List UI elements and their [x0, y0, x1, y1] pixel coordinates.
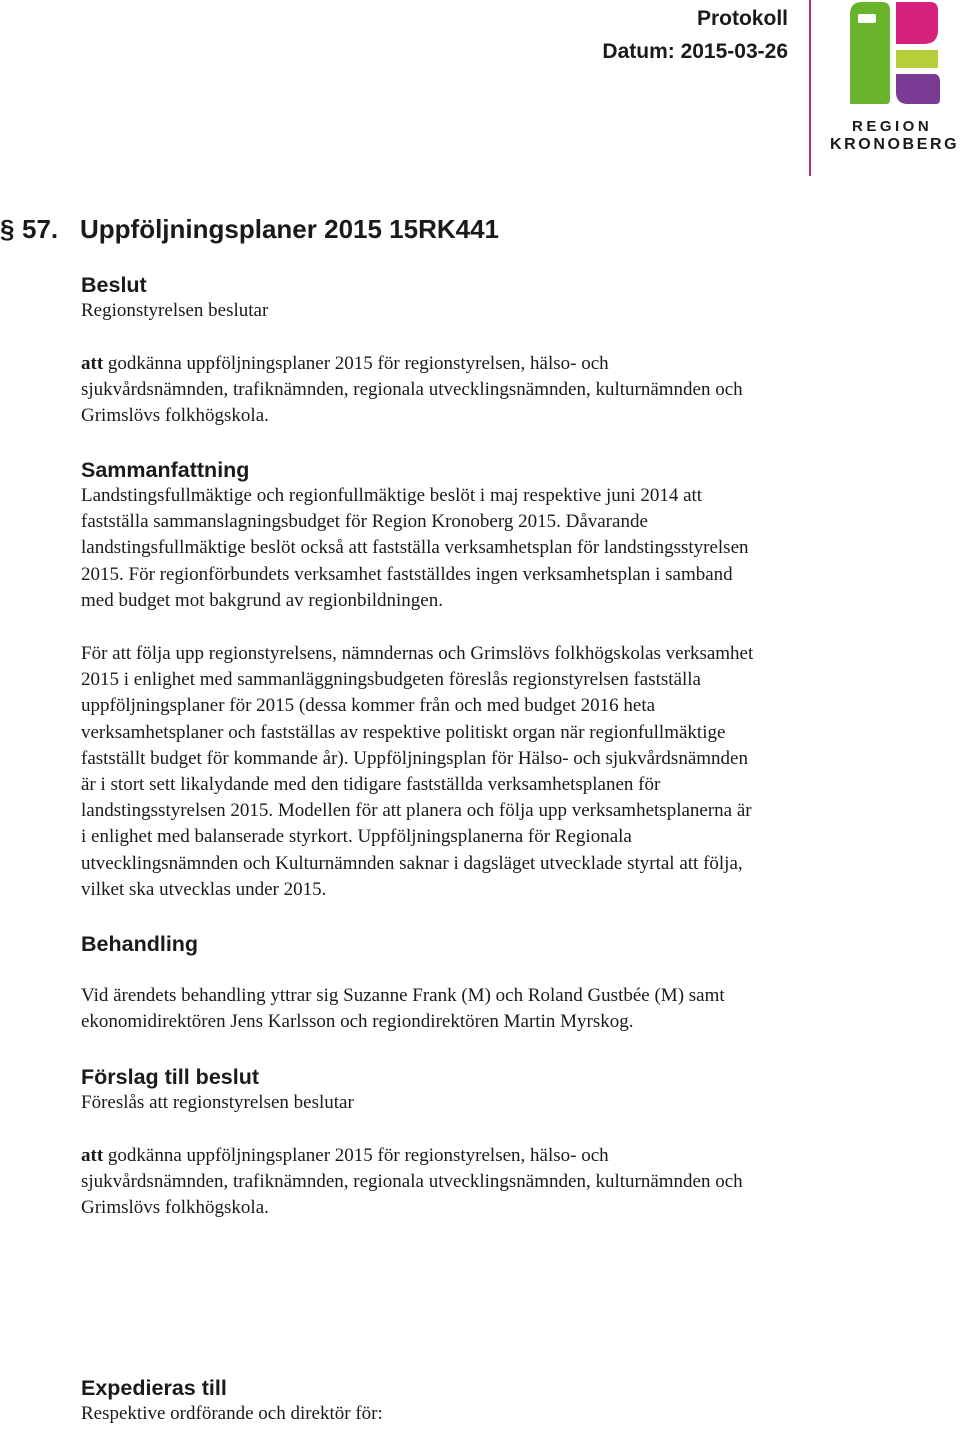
beslut-att-word: att	[81, 353, 104, 374]
beslut-intro: Regionstyrelsen beslutar	[81, 300, 269, 321]
behandling-heading: Behandling	[81, 932, 199, 956]
paragraph-line: verksamhetsplaner och fastställas av respektive politiskt organ när regionfullmäktige	[81, 721, 726, 743]
beslut-decision-line: godkänna uppföljningsplaner 2015 för regionstyrelsen, hälso- och	[103, 353, 609, 374]
paragraph-line: vilket ska utvecklas under 2015.	[81, 878, 327, 900]
section-symbol: §	[0, 214, 15, 244]
sammanfattning-paragraph-1	[81, 483, 901, 614]
beslut-decision-line: sjukvårdsnämnden, trafiknämnden, regionala utvecklingsnämnden, kulturnämnden och	[81, 379, 743, 401]
section-title-text: Uppföljningsplaner 2015 15RK441	[80, 214, 500, 244]
logo-text-kronoberg: KRONOBERG	[830, 136, 960, 153]
section-title	[0, 214, 499, 245]
forslag-decision	[81, 1143, 901, 1222]
paragraph-line: ekonomidirektören Jens Karlsson och regiondirektören Martin Myrskog.	[81, 1011, 634, 1033]
paragraph-line: uppföljningsplaner för 2015 (dessa kommer från och med budget 2016 heta	[81, 695, 656, 717]
region-kronoberg-logo-icon	[842, 0, 946, 104]
sammanfattning-heading: Sammanfattning	[81, 458, 250, 482]
expedieras-line: Respektive ordförande och direktör för:	[81, 1403, 383, 1424]
paragraph-line: i enlighet med balanserade styrkort. Uppföljningsplanerna för Regionala	[81, 826, 632, 848]
forslag-heading: Förslag till beslut	[81, 1065, 259, 1089]
expedieras-heading: Expedieras till	[81, 1376, 227, 1400]
sammanfattning-paragraph-2	[81, 641, 901, 903]
header-divider	[809, 0, 811, 176]
paragraph-line: Vid ärendets behandling yttrar sig Suzanne Frank (M) och Roland Gustbée (M) samt	[81, 985, 725, 1006]
forslag-decision-line: godkänna uppföljningsplaner 2015 för regionstyrelsen, hälso- och	[103, 1145, 609, 1166]
paragraph-line: med budget mot bakgrund av regionbildningen.	[81, 589, 443, 611]
forslag-intro: Föreslås att regionstyrelsen beslutar	[81, 1092, 354, 1113]
paragraph-line: utvecklingsnämnden och Kulturnämnden saknar i dagsläget utvecklade styrtal att följa,	[81, 852, 743, 874]
paragraph-line: Landstingsfullmäktige och regionfullmäktige beslöt i maj respektive juni 2014 att	[81, 485, 703, 506]
beslut-decision	[81, 351, 901, 430]
document-type: Protokoll	[696, 7, 788, 30]
paragraph-line: fastställa sammanslagningsbudget för Region Kronoberg 2015. Dåvarande	[81, 511, 648, 533]
paragraph-line: landstingsstyrelsen 2015. Modellen för att planera och följa upp verksamhetsplanerna är	[81, 800, 752, 822]
paragraph-line: 2015 i enlighet med sammanläggningsbudgeten föreslås regionstyrelsen fastställa	[81, 669, 701, 691]
beslut-decision-line: Grimslövs folkhögskola.	[81, 405, 269, 427]
logo-text-region: REGION	[852, 118, 933, 135]
paragraph-line: För att följa upp regionstyrelsens, nämndernas och Grimslövs folkhögskolas verksamhet	[81, 643, 754, 664]
forslag-decision-line: sjukvårdsnämnden, trafiknämnden, regionala utvecklingsnämnden, kulturnämnden och	[81, 1171, 743, 1193]
forslag-att-word: att	[81, 1145, 104, 1166]
paragraph-line: fastställt budget för kommande år). Uppföljningsplan för Hälso- och sjukvårdsnämnden	[81, 747, 748, 769]
document-date: Datum: 2015-03-26	[602, 40, 788, 63]
section-number: 57.	[22, 214, 59, 244]
beslut-heading: Beslut	[81, 273, 147, 297]
behandling-paragraph	[81, 983, 901, 1035]
paragraph-line: landstingsfullmäktige beslöt också att fastställa verksamhetsplan för landstingsstyrelsen	[81, 537, 749, 559]
paragraph-line: är i stort sett likalydande med den tidigare fastställda verksamhetsplanen för	[81, 774, 661, 796]
paragraph-line: 2015. För regionförbundets verksamhet fastställdes ingen verksamhetsplan i samband	[81, 563, 733, 585]
forslag-decision-line: Grimslövs folkhögskola.	[81, 1197, 269, 1219]
